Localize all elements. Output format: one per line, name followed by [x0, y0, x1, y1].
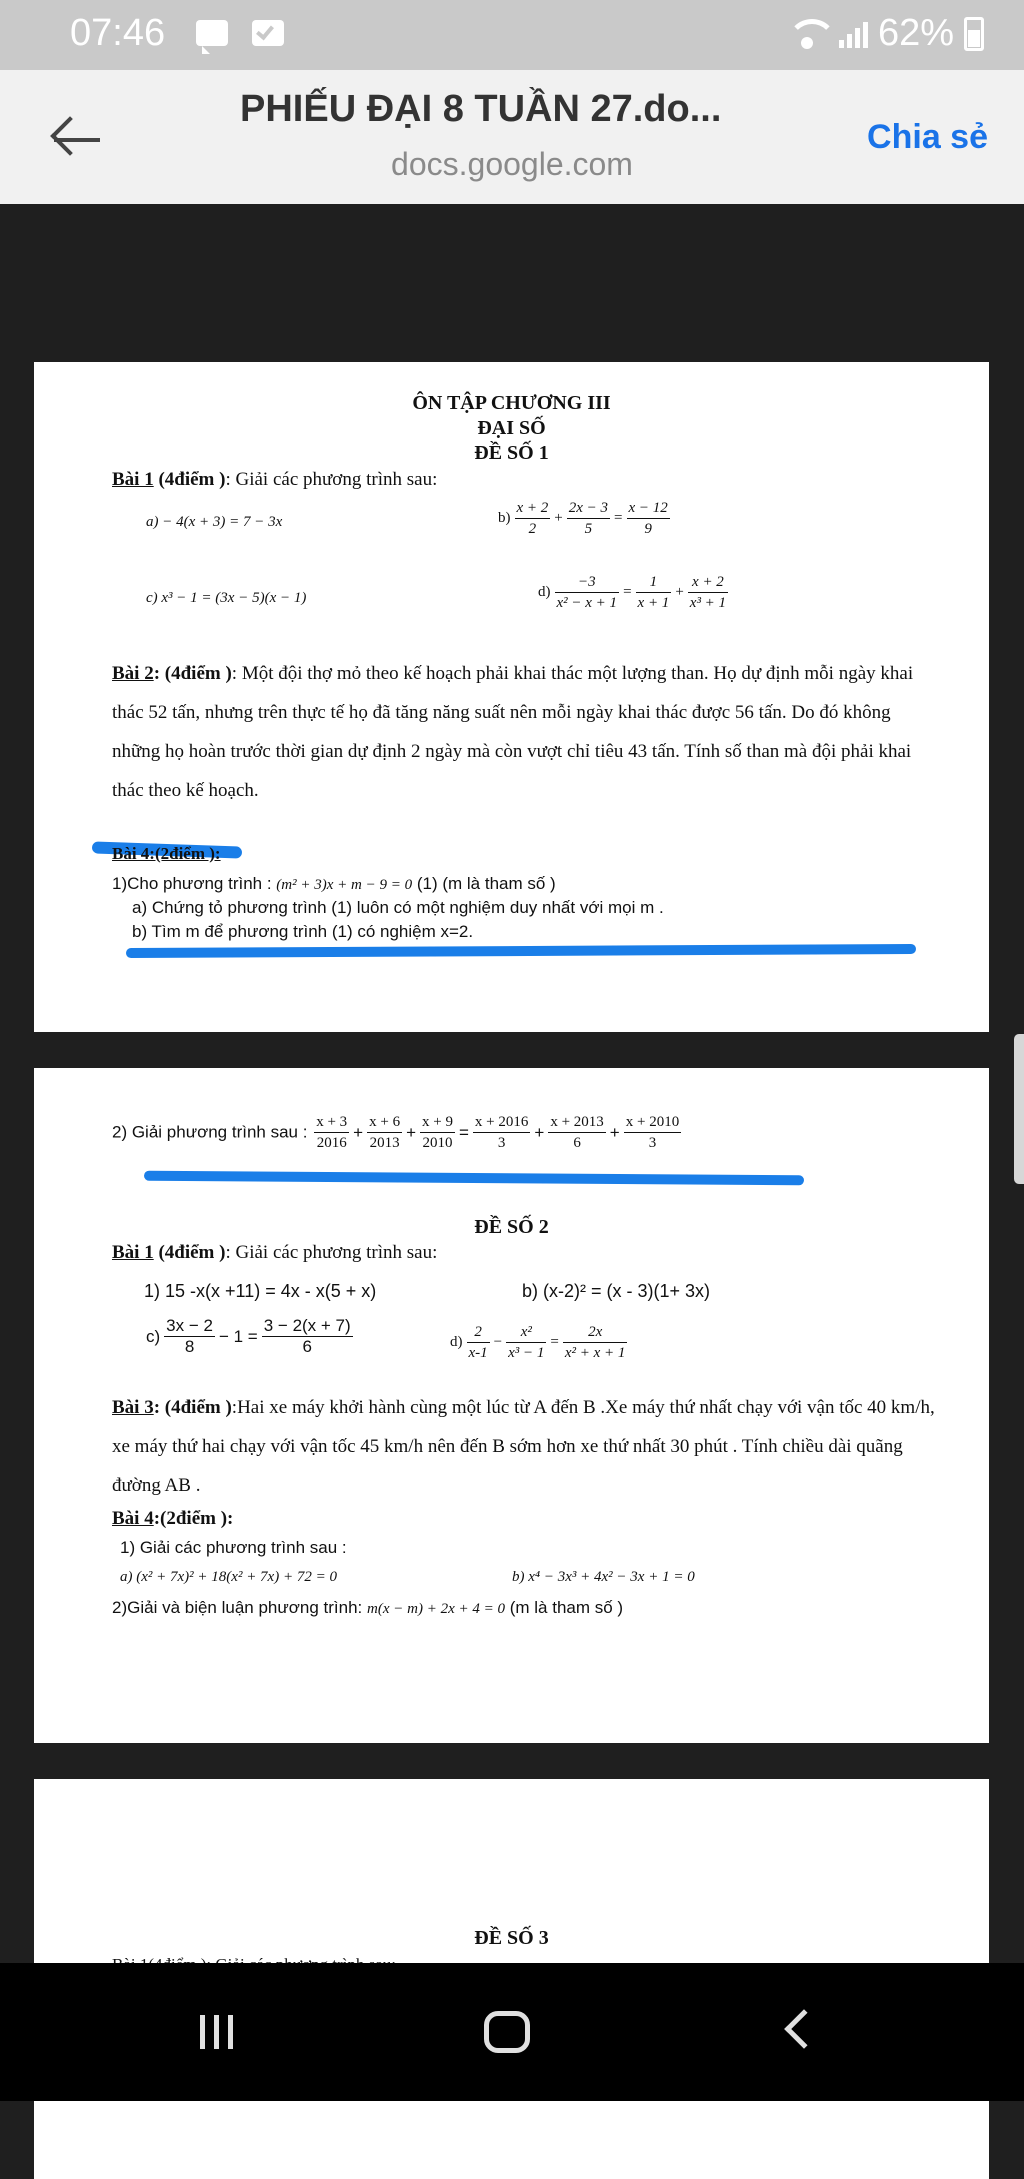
bai4-question-1: 1)Cho phương trình : (m² + 3)x + m − 9 = 0 (1) (m là tham số ) [112, 874, 556, 893]
document-url: docs.google.com [391, 146, 633, 182]
bai4-question-a: a) Chứng tỏ phương trình (1) luôn có một nghiệm duy nhất với mọi m . [132, 898, 664, 917]
exam-number-2: ĐỀ SỐ 2 [474, 1216, 549, 1238]
equation-c: c) x³ − 1 = (3x − 5)(x − 1) [146, 590, 307, 606]
exam-number-3: ĐỀ SỐ 3 [474, 1927, 549, 1949]
back-icon[interactable] [784, 2009, 824, 2049]
message-icon [196, 20, 228, 46]
exam-number: ĐỀ SỐ 1 [474, 442, 549, 464]
bai4-heading: Bài 4:(2điểm ): [112, 844, 221, 863]
status-bar [0, 0, 1024, 70]
document-title: PHIẾU ĐẠI 8 TUẦN 27.do... [240, 88, 722, 130]
de2-bai4-question-2: 2)Giải và biện luận phương trình: m(x − m) + 2x + 4 = 0 (m là tham số ) [112, 1598, 624, 1617]
app-bar [0, 70, 1024, 204]
status-time: 07:46 [70, 12, 166, 54]
scrollbar-thumb[interactable] [1014, 1034, 1024, 1184]
equation-a: a) − 4(x + 3) = 7 − 3x [146, 514, 283, 530]
question-2-equation: 2) Giải phương trình sau : $\frac{x + 3}{2016}$ + $\frac{x + 6}{2013}$ + $\frac{x + 9}{2010}$ = $\frac{x + 2016}{3}$ + $\frac{x + 2013}{6}$ + $\frac{x + 2010}{3}$ [112, 1114, 680, 1151]
document-page-1 [34, 362, 989, 1032]
recent-apps-icon[interactable] [200, 2015, 233, 2049]
bai4-question-b: b) Tìm m để phương trình (1) có nghiệm x=2. [132, 922, 474, 941]
bai3-paragraph: Bài 3: (4điểm ):Hai xe máy khởi hành cùng một lúc từ A đến B .Xe máy thứ nhất chạy với vận tốc 40 km/h, xe máy thứ hai chạy với vận tốc 45 km/h nên đến B sớm hơn xe thứ nhất 30 phút . Tính chiều dài quãng đường AB . [112, 1397, 935, 1496]
pen-underline-stroke [126, 944, 916, 958]
de2-bai4-heading: Bài 4:(2điểm ): [112, 1508, 234, 1529]
page-subheading: ĐẠI SỐ [477, 417, 546, 439]
bai1-line: Bài 1 (4điểm ): Giải các phương trình sau: [112, 469, 438, 490]
battery-icon [964, 17, 984, 51]
navigation-bar [0, 1963, 1024, 2101]
pen-underline-stroke-2 [144, 1171, 804, 1186]
document-viewer[interactable] [0, 204, 1024, 1963]
battery-percent: 62% [877, 12, 954, 54]
checkbox-icon [252, 20, 284, 46]
page-heading: ÔN TẬP CHƯƠNG III [412, 392, 611, 414]
document-page-2 [34, 1068, 989, 1743]
share-button[interactable]: Chia sẻ [867, 118, 988, 156]
de2-bai4-equation-a: a) (x² + 7x)² + 18(x² + 7x) + 72 = 0 [120, 1569, 337, 1585]
de2-equation-c: c) $\frac{3x - 2}{8}$ − 1 = $\frac{3 - 2(x + 7)}{6}$ [146, 1316, 351, 1356]
de2-bai4-equation-b: b) x⁴ − 3x³ + 4x² − 3x + 1 = 0 [512, 1569, 695, 1585]
equation-d: d) $\frac{-3}{\text{x² − x + 1}}$ = $\frac{1}{x + 1}$ + $\frac{x + 2}{\text{x³ + 1}}$ [538, 574, 727, 611]
wifi-icon [785, 19, 829, 49]
signal-icon [839, 20, 868, 48]
de2-equation-b: b) (x-2)² = (x - 3)(1+ 3x) [522, 1281, 711, 1301]
de2-equation-1: 1) 15 -x(x +11) = 4x - x(5 + x) [144, 1281, 377, 1301]
bai2-paragraph: Bài 2: (4điểm ): Một đội thợ mỏ theo kế hoạch phải khai thác một lượng than. Họ dự định mỗi ngày khai thác 52 tấn, nhưng trên thực tế họ đã tăng năng suất nên mỗi ngày khai thác được 56 tấn. Do đó không những họ hoàn trước thời gian dự định 2 ngày mà còn vượt chỉ tiêu 43 tấn. Tính số than mà đội phải khai thác theo kế hoạch. [112, 663, 914, 801]
home-icon[interactable] [484, 2011, 530, 2053]
de2-equation-d: d) $\frac{2}{x-1}$ − $\frac{\text{x²}}{\text{x³ − 1}}$ = $\frac{2x}{\text{x² + x + 1}}$ [450, 1324, 626, 1361]
de2-bai4-question-1: 1) Giải các phương trình sau : [120, 1538, 347, 1557]
equation-b: b) $\frac{x + 2}{2}$ + $\frac{2x - 3}{5}$ = $\frac{x - 12}{9}$ [498, 500, 668, 537]
de2-bai1-line: Bài 1 (4điểm ): Giải các phương trình sau: [112, 1242, 438, 1263]
